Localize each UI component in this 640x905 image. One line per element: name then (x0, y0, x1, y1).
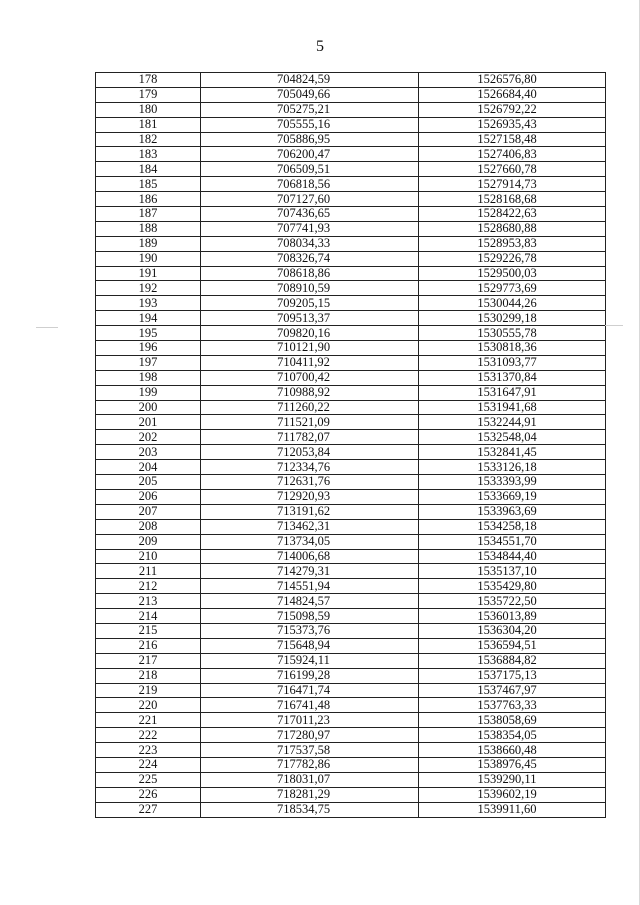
scan-speck (36, 327, 58, 328)
x-coordinate-cell: 709205,15 (201, 296, 419, 311)
x-coordinate-cell: 708618,86 (201, 266, 419, 281)
point-number-cell: 226 (96, 787, 201, 802)
y-coordinate-cell: 1529773,69 (419, 281, 606, 296)
x-coordinate-cell: 717011,23 (201, 713, 419, 728)
point-number-cell: 188 (96, 221, 201, 236)
table-row (96, 728, 606, 743)
table-row (96, 341, 606, 356)
point-number-cell: 217 (96, 653, 201, 668)
table-row (96, 385, 606, 400)
x-coordinate-cell: 717782,86 (201, 757, 419, 772)
y-coordinate-cell: 1535429,80 (419, 579, 606, 594)
y-coordinate-cell: 1534258,18 (419, 519, 606, 534)
table-row (96, 638, 606, 653)
point-number-cell: 182 (96, 132, 201, 147)
point-number-cell: 207 (96, 504, 201, 519)
point-number-cell: 216 (96, 638, 201, 653)
table-row (96, 117, 606, 132)
x-coordinate-cell: 713191,62 (201, 504, 419, 519)
point-number-cell: 224 (96, 757, 201, 772)
table-row (96, 251, 606, 266)
table-row (96, 579, 606, 594)
y-coordinate-cell: 1529500,03 (419, 266, 606, 281)
table-row (96, 296, 606, 311)
x-coordinate-cell: 707127,60 (201, 192, 419, 207)
x-coordinate-cell: 710700,42 (201, 370, 419, 385)
point-number-cell: 196 (96, 341, 201, 356)
x-coordinate-cell: 707436,65 (201, 207, 419, 222)
point-number-cell: 184 (96, 162, 201, 177)
point-number-cell: 201 (96, 415, 201, 430)
table-row (96, 415, 606, 430)
point-number-cell: 220 (96, 698, 201, 713)
y-coordinate-cell: 1527660,78 (419, 162, 606, 177)
x-coordinate-cell: 704824,59 (201, 73, 419, 88)
table-row (96, 162, 606, 177)
x-coordinate-cell: 714824,57 (201, 594, 419, 609)
table-row (96, 460, 606, 475)
point-number-cell: 192 (96, 281, 201, 296)
y-coordinate-cell: 1532841,45 (419, 445, 606, 460)
x-coordinate-cell: 709820,16 (201, 326, 419, 341)
x-coordinate-cell: 715648,94 (201, 638, 419, 653)
point-number-cell: 198 (96, 370, 201, 385)
x-coordinate-cell: 718534,75 (201, 802, 419, 817)
x-coordinate-cell: 709513,37 (201, 311, 419, 326)
x-coordinate-cell: 717280,97 (201, 728, 419, 743)
y-coordinate-cell: 1537763,33 (419, 698, 606, 713)
x-coordinate-cell: 711260,22 (201, 400, 419, 415)
table-row (96, 549, 606, 564)
point-number-cell: 221 (96, 713, 201, 728)
y-coordinate-cell: 1530299,18 (419, 311, 606, 326)
table-row (96, 236, 606, 251)
table-row (96, 87, 606, 102)
table-row (96, 192, 606, 207)
point-number-cell: 227 (96, 802, 201, 817)
table-row (96, 683, 606, 698)
y-coordinate-cell: 1527406,83 (419, 147, 606, 162)
page-number: 5 (316, 38, 324, 55)
table-row (96, 504, 606, 519)
point-number-cell: 214 (96, 609, 201, 624)
table-row (96, 787, 606, 802)
point-number-cell: 181 (96, 117, 201, 132)
point-number-cell: 223 (96, 743, 201, 758)
table-row (96, 281, 606, 296)
x-coordinate-cell: 713734,05 (201, 534, 419, 549)
point-number-cell: 206 (96, 489, 201, 504)
table-row (96, 564, 606, 579)
point-number-cell: 199 (96, 385, 201, 400)
point-number-cell: 225 (96, 772, 201, 787)
point-number-cell: 218 (96, 668, 201, 683)
y-coordinate-cell: 1526792,22 (419, 102, 606, 117)
y-coordinate-cell: 1535137,10 (419, 564, 606, 579)
table-row (96, 311, 606, 326)
table-row (96, 623, 606, 638)
table-row (96, 698, 606, 713)
point-number-cell: 191 (96, 266, 201, 281)
table-row (96, 668, 606, 683)
coordinates-table-body (96, 73, 606, 818)
point-number-cell: 178 (96, 73, 201, 88)
table-row (96, 802, 606, 817)
y-coordinate-cell: 1537467,97 (419, 683, 606, 698)
y-coordinate-cell: 1533963,69 (419, 504, 606, 519)
x-coordinate-cell: 706818,56 (201, 177, 419, 192)
point-number-cell: 179 (96, 87, 201, 102)
x-coordinate-cell: 705555,16 (201, 117, 419, 132)
y-coordinate-cell: 1539290,11 (419, 772, 606, 787)
point-number-cell: 213 (96, 594, 201, 609)
point-number-cell: 194 (96, 311, 201, 326)
x-coordinate-cell: 716199,28 (201, 668, 419, 683)
x-coordinate-cell: 705886,95 (201, 132, 419, 147)
table-row (96, 73, 606, 88)
y-coordinate-cell: 1531647,91 (419, 385, 606, 400)
x-coordinate-cell: 712920,93 (201, 489, 419, 504)
point-number-cell: 209 (96, 534, 201, 549)
y-coordinate-cell: 1527158,48 (419, 132, 606, 147)
x-coordinate-cell: 710988,92 (201, 385, 419, 400)
table-row (96, 594, 606, 609)
table-row (96, 400, 606, 415)
point-number-cell: 185 (96, 177, 201, 192)
y-coordinate-cell: 1535722,50 (419, 594, 606, 609)
y-coordinate-cell: 1533126,18 (419, 460, 606, 475)
table-row (96, 713, 606, 728)
point-number-cell: 222 (96, 728, 201, 743)
x-coordinate-cell: 713462,31 (201, 519, 419, 534)
table-row (96, 489, 606, 504)
x-coordinate-cell: 708034,33 (201, 236, 419, 251)
table-row (96, 221, 606, 236)
x-coordinate-cell: 710411,92 (201, 355, 419, 370)
point-number-cell: 190 (96, 251, 201, 266)
x-coordinate-cell: 706200,47 (201, 147, 419, 162)
x-coordinate-cell: 715924,11 (201, 653, 419, 668)
y-coordinate-cell: 1531941,68 (419, 400, 606, 415)
x-coordinate-cell: 714279,31 (201, 564, 419, 579)
point-number-cell: 187 (96, 207, 201, 222)
x-coordinate-cell: 718031,07 (201, 772, 419, 787)
y-coordinate-cell: 1538354,05 (419, 728, 606, 743)
y-coordinate-cell: 1529226,78 (419, 251, 606, 266)
point-number-cell: 208 (96, 519, 201, 534)
table-row (96, 519, 606, 534)
x-coordinate-cell: 711782,07 (201, 430, 419, 445)
y-coordinate-cell: 1536884,82 (419, 653, 606, 668)
x-coordinate-cell: 717537,58 (201, 743, 419, 758)
y-coordinate-cell: 1536013,89 (419, 609, 606, 624)
y-coordinate-cell: 1536594,51 (419, 638, 606, 653)
point-number-cell: 195 (96, 326, 201, 341)
y-coordinate-cell: 1530044,26 (419, 296, 606, 311)
table-row (96, 132, 606, 147)
point-number-cell: 204 (96, 460, 201, 475)
y-coordinate-cell: 1537175,13 (419, 668, 606, 683)
table-row (96, 653, 606, 668)
y-coordinate-cell: 1526935,43 (419, 117, 606, 132)
point-number-cell: 205 (96, 475, 201, 490)
y-coordinate-cell: 1533393,99 (419, 475, 606, 490)
point-number-cell: 193 (96, 296, 201, 311)
coordinates-table (95, 72, 606, 818)
y-coordinate-cell: 1526684,40 (419, 87, 606, 102)
point-number-cell: 212 (96, 579, 201, 594)
scan-speck (605, 325, 623, 326)
x-coordinate-cell: 715373,76 (201, 623, 419, 638)
point-number-cell: 219 (96, 683, 201, 698)
x-coordinate-cell: 706509,51 (201, 162, 419, 177)
y-coordinate-cell: 1528168,68 (419, 192, 606, 207)
point-number-cell: 210 (96, 549, 201, 564)
y-coordinate-cell: 1533669,19 (419, 489, 606, 504)
x-coordinate-cell: 714006,68 (201, 549, 419, 564)
x-coordinate-cell: 716471,74 (201, 683, 419, 698)
table-row (96, 102, 606, 117)
table-row (96, 475, 606, 490)
y-coordinate-cell: 1539911,60 (419, 802, 606, 817)
table-row (96, 534, 606, 549)
y-coordinate-cell: 1538976,45 (419, 757, 606, 772)
x-coordinate-cell: 712334,76 (201, 460, 419, 475)
y-coordinate-cell: 1538058,69 (419, 713, 606, 728)
table-row (96, 430, 606, 445)
x-coordinate-cell: 712053,84 (201, 445, 419, 460)
table-row (96, 266, 606, 281)
table-row (96, 370, 606, 385)
y-coordinate-cell: 1538660,48 (419, 743, 606, 758)
table-row (96, 177, 606, 192)
y-coordinate-cell: 1534844,40 (419, 549, 606, 564)
x-coordinate-cell: 715098,59 (201, 609, 419, 624)
y-coordinate-cell: 1528953,83 (419, 236, 606, 251)
y-coordinate-cell: 1528422,63 (419, 207, 606, 222)
x-coordinate-cell: 712631,76 (201, 475, 419, 490)
y-coordinate-cell: 1530555,78 (419, 326, 606, 341)
point-number-cell: 200 (96, 400, 201, 415)
point-number-cell: 202 (96, 430, 201, 445)
table-row (96, 207, 606, 222)
y-coordinate-cell: 1536304,20 (419, 623, 606, 638)
y-coordinate-cell: 1532244,91 (419, 415, 606, 430)
x-coordinate-cell: 710121,90 (201, 341, 419, 356)
table-row (96, 326, 606, 341)
y-coordinate-cell: 1527914,73 (419, 177, 606, 192)
table-row (96, 445, 606, 460)
table-row (96, 147, 606, 162)
table-row (96, 609, 606, 624)
point-number-cell: 211 (96, 564, 201, 579)
table-row (96, 772, 606, 787)
x-coordinate-cell: 708910,59 (201, 281, 419, 296)
y-coordinate-cell: 1531370,84 (419, 370, 606, 385)
x-coordinate-cell: 705049,66 (201, 87, 419, 102)
point-number-cell: 180 (96, 102, 201, 117)
point-number-cell: 189 (96, 236, 201, 251)
x-coordinate-cell: 711521,09 (201, 415, 419, 430)
y-coordinate-cell: 1528680,88 (419, 221, 606, 236)
x-coordinate-cell: 705275,21 (201, 102, 419, 117)
x-coordinate-cell: 716741,48 (201, 698, 419, 713)
table-row (96, 757, 606, 772)
x-coordinate-cell: 714551,94 (201, 579, 419, 594)
table-row (96, 743, 606, 758)
x-coordinate-cell: 707741,93 (201, 221, 419, 236)
point-number-cell: 203 (96, 445, 201, 460)
y-coordinate-cell: 1526576,80 (419, 73, 606, 88)
y-coordinate-cell: 1532548,04 (419, 430, 606, 445)
point-number-cell: 183 (96, 147, 201, 162)
point-number-cell: 186 (96, 192, 201, 207)
y-coordinate-cell: 1539602,19 (419, 787, 606, 802)
x-coordinate-cell: 708326,74 (201, 251, 419, 266)
y-coordinate-cell: 1530818,36 (419, 341, 606, 356)
point-number-cell: 215 (96, 623, 201, 638)
y-coordinate-cell: 1531093,77 (419, 355, 606, 370)
y-coordinate-cell: 1534551,70 (419, 534, 606, 549)
table-row (96, 355, 606, 370)
point-number-cell: 197 (96, 355, 201, 370)
x-coordinate-cell: 718281,29 (201, 787, 419, 802)
